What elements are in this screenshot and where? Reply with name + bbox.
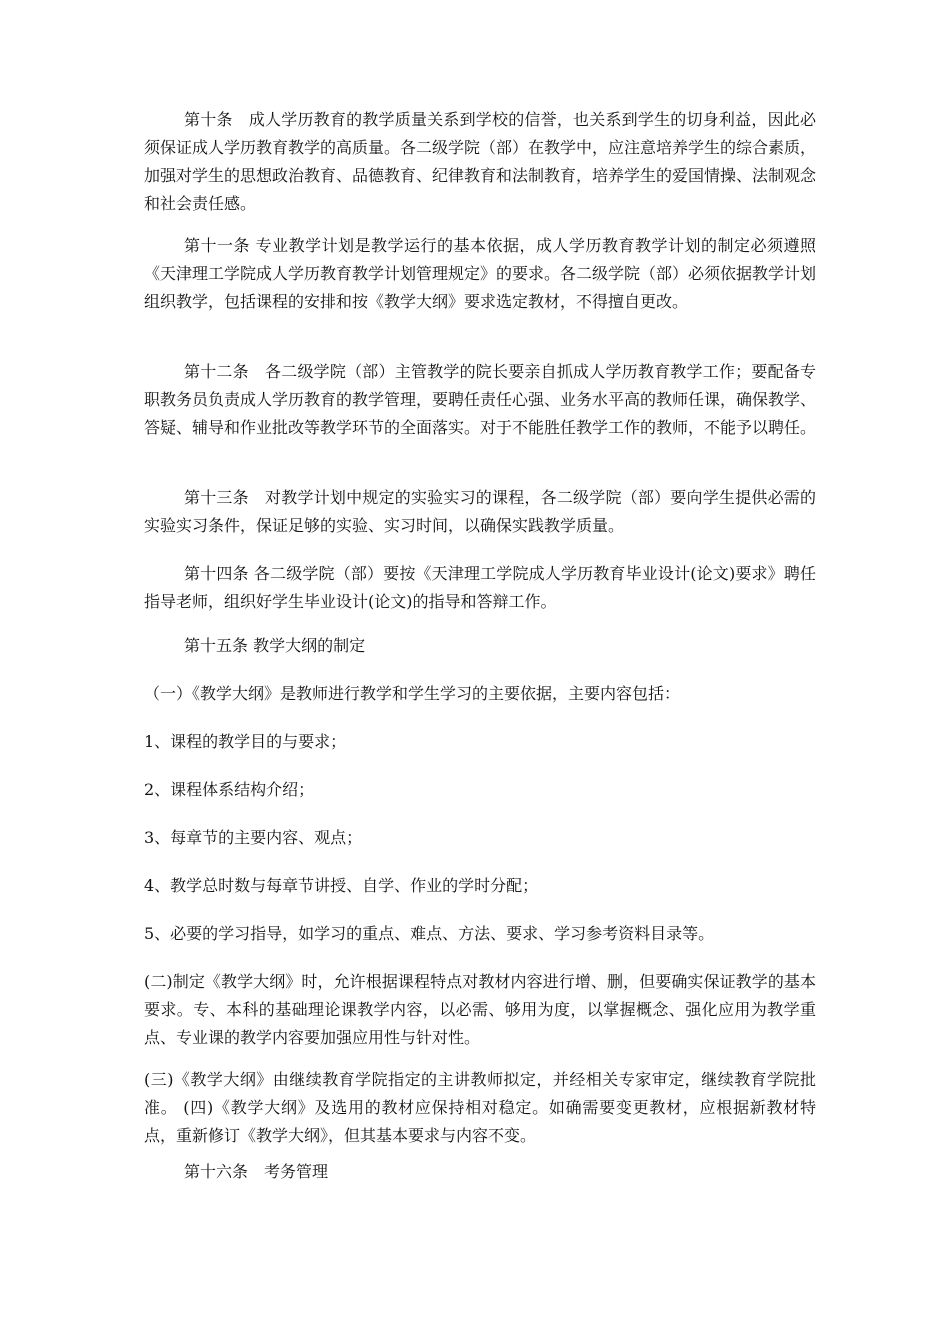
paragraph-article-10: 第十条 成人学历教育的教学质量关系到学校的信誉，也关系到学生的切身利益，因此必须保证成人学历教育教学的高质量。各二级学院（部）在教学中，应注意培养学生的综合素质，加强对学生的思想政治教育、品德教育、纪律教育和法制教育，培养学生的爱国情操、法制观念和社会责任感。 — [144, 110, 817, 213]
paragraph-article-12: 第十二条 各二级学院（部）主管教学的院长要亲自抓成人学历教育教学工作；要配备专职教务员负责成人学历教育的教学管理，要聘任责任心强、业务水平高的教师任课，确保教学、答疑、辅导和作业批改等教学环节的全面落实。对于不能胜任教学工作的教师，不能予以聘任。 — [144, 362, 817, 437]
paragraph-article-11: 第十一条 专业教学计划是教学运行的基本依据，成人学历教育教学计划的制定必须遵照《天津理工学院成人学历教育教学计划管理规定》的要求。各二级学院（部）必须依据教学计划组织教学，包括课程的安排和按《教学大纲》要求选定教材，不得擅自更改。 — [144, 236, 817, 311]
paragraph-syllabus-3-4: (三)《教学大纲》由继续教育学院指定的主讲教师拟定，并经相关专家审定，继续教育学院批准。 (四)《教学大纲》及选用的教材应保持相对稳定。如确需要变更教材，应根据新教材特点，重新修订《教学大纲》，但其基本要求与内容不变。 — [144, 1070, 816, 1145]
list-item: 1、课程的教学目的与要求； — [144, 732, 347, 751]
paragraph-article-14: 第十四条 各二级学院（部）要按《天津理工学院成人学历教育毕业设计(论文)要求》聘任指导老师，组织好学生毕业设计(论文)的指导和答辩工作。 — [144, 564, 816, 611]
heading-article-15: 第十五条 教学大纲的制定 — [184, 636, 366, 655]
heading-article-16: 第十六条 考务管理 — [184, 1162, 329, 1181]
list-item: 5、必要的学习指导，如学习的重点、难点、方法、要求、学习参考资料目录等。 — [144, 924, 715, 943]
list-item: 2、课程体系结构介绍； — [144, 780, 315, 799]
paragraph-syllabus-intro: （一）《教学大纲》是教师进行教学和学生学习的主要依据，主要内容包括： — [144, 684, 681, 703]
list-item: 3、每章节的主要内容、观点； — [144, 828, 363, 847]
paragraph-syllabus-2: (二)制定《教学大纲》时，允许根据课程特点对教材内容进行增、删，但要确实保证教学的基本要求。专、本科的基础理论课教学内容，以必需、够用为度，以掌握概念、强化应用为教学重点、专业课的教学内容要加强应用性与针对性。 — [144, 972, 816, 1047]
list-item: 4、教学总时数与每章节讲授、自学、作业的学时分配； — [144, 876, 539, 895]
paragraph-article-13: 第十三条 对教学计划中规定的实验实习的课程，各二级学院（部）要向学生提供必需的实验实习条件，保证足够的实验、实习时间，以确保实践教学质量。 — [144, 488, 816, 535]
